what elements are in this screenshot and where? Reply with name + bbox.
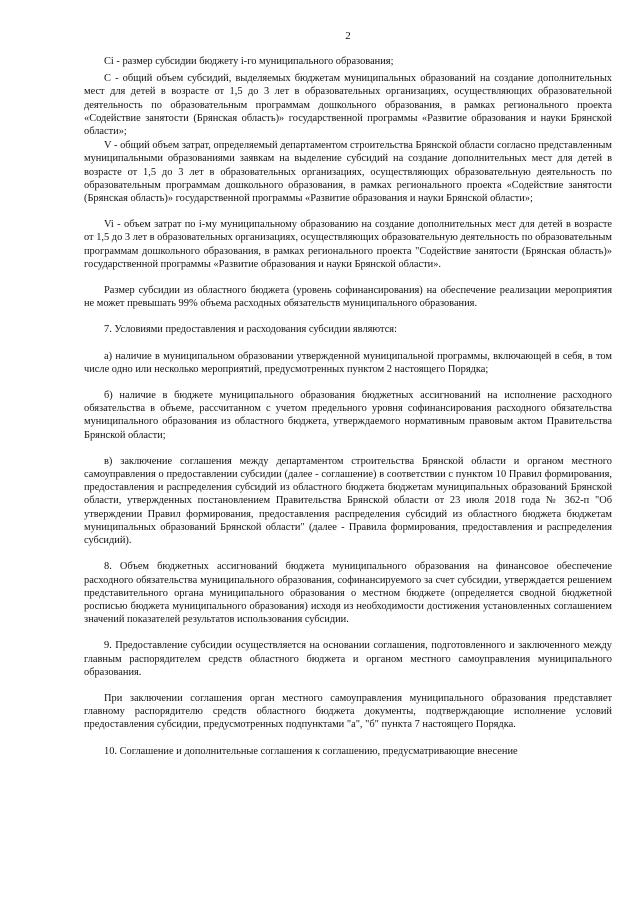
paragraph-agreement-documents: При заключении соглашения орган местного самоуправления муниципального образования представляет главному распорядителю средств областного бюджета документы, подтверждающие исполнение условий предоставления субсидии, предусмотренных подпунктами "а", "б" пункта 7 настоящего Порядка.: [84, 692, 612, 731]
paragraph-ci-definition: Ci - размер субсидии бюджету i-го муниципального образования;: [104, 56, 394, 67]
paragraph-condition-b: б) наличие в бюджете муниципального образования бюджетных ассигнований на исполнение расходного обязательства в объеме, рассчитанном с учетом предельного уровня софинансирования расходного обязательства муниципального образования из областного бюджета, утверждаемого нормативным правовым актом Правительства Брянской области;: [84, 390, 612, 441]
paragraph-v-definition: V - общий объем затрат, определяемый департаментом строительства Брянской области согласно представленным муниципальными образованиями заявкам на выделение субсидий на создание дополнительных мест для детей в возрасте от 1,5 до 3 лет в образовательных организациях, осуществляющих образовательную деятельность по образовательным программам дошкольного образования, в рамках регионального проекта «Содействие занятости (Брянская область)» государственной программы «Развитие образования и науки Брянской области»;: [84, 140, 612, 205]
paragraph-c-definition: C - общий объем субсидий, выделяемых бюджетам муниципальных образований на создание дополнительных мест для детей в возрасте от 1,5 до 3 лет в образовательных организациях, осуществляющих образовательной деятельность по образовательным программам дошкольного образования, в рамках регионального проекта «Содействие занятости (Брянская область)» государственной программы «Развитие образования и науки Брянской области»;: [84, 73, 612, 138]
page-number: 2: [345, 30, 351, 42]
paragraph-section-7-heading: 7. Условиями предоставления и расходования субсидии являются:: [104, 324, 397, 336]
paragraph-section-9: 9. Предоставление субсидии осуществляется на основании соглашения, подготовленного и заключенного между главным распорядителем средств областного бюджета и органом местного самоуправления муниципального образования.: [84, 640, 612, 678]
paragraph-section-8: 8. Объем бюджетных ассигнований бюджета муниципального образования на финансовое обеспечение расходного обязательства муниципального образования, софинансируемого за счет субсидии, утверждается решением представительного органа муниципального образования о местном бюджете (определяется сводной бюджетной росписью бюджета муниципального образования) исходя из необходимости достижения установленных соглашением значений показателей результатов использования субсидии.: [84, 561, 612, 626]
paragraph-condition-v: в) заключение соглашения между департаментом строительства Брянской области и органом местного самоуправления о предоставлении субсидии (далее - соглашение) в соответствии с пунктом 10 Правил формирования, предоставления и распределения субсидий из областного бюджета бюджетам муниципальных образований Брянской области, утвержденных постановлением Правительства Брянской области от 23 июля 2018 года № 362-п "Об утверждении Правил формирования, предоставления распределения субсидий из областного бюджета бюджетам муниципальных образований Брянской области" (далее - Правила формирования, предоставления и распределения субсидий).: [84, 455, 612, 547]
paragraph-condition-a: а) наличие в муниципальном образовании утвержденной муниципальной программы, включающей в себя, в том числе одно или несколько мероприятий, предусмотренных пунктом 2 настоящего Порядка;: [84, 350, 612, 375]
paragraph-section-10: 10. Соглашение и дополнительные соглашения к соглашению, предусматривающие внесение: [104, 745, 518, 757]
paragraph-subsidy-size: Размер субсидии из областного бюджета (уровень софинансирования) на обеспечение реализации мероприятия не может превышать 99% объема расходных обязательств муниципального образования.: [84, 285, 612, 310]
paragraph-vi-definition: Vi - объем затрат по i-му муниципальному образованию на создание дополнительных мест для детей в возрасте от 1,5 до 3 лет в образовательных организациях, осуществляющих образовательную деятельность по образовательным программам дошкольного образования, в рамках регионального проекта "Содействие занятости (Брянская область)» государственной программы «Развитие образования и науки Брянской области».: [84, 219, 612, 270]
